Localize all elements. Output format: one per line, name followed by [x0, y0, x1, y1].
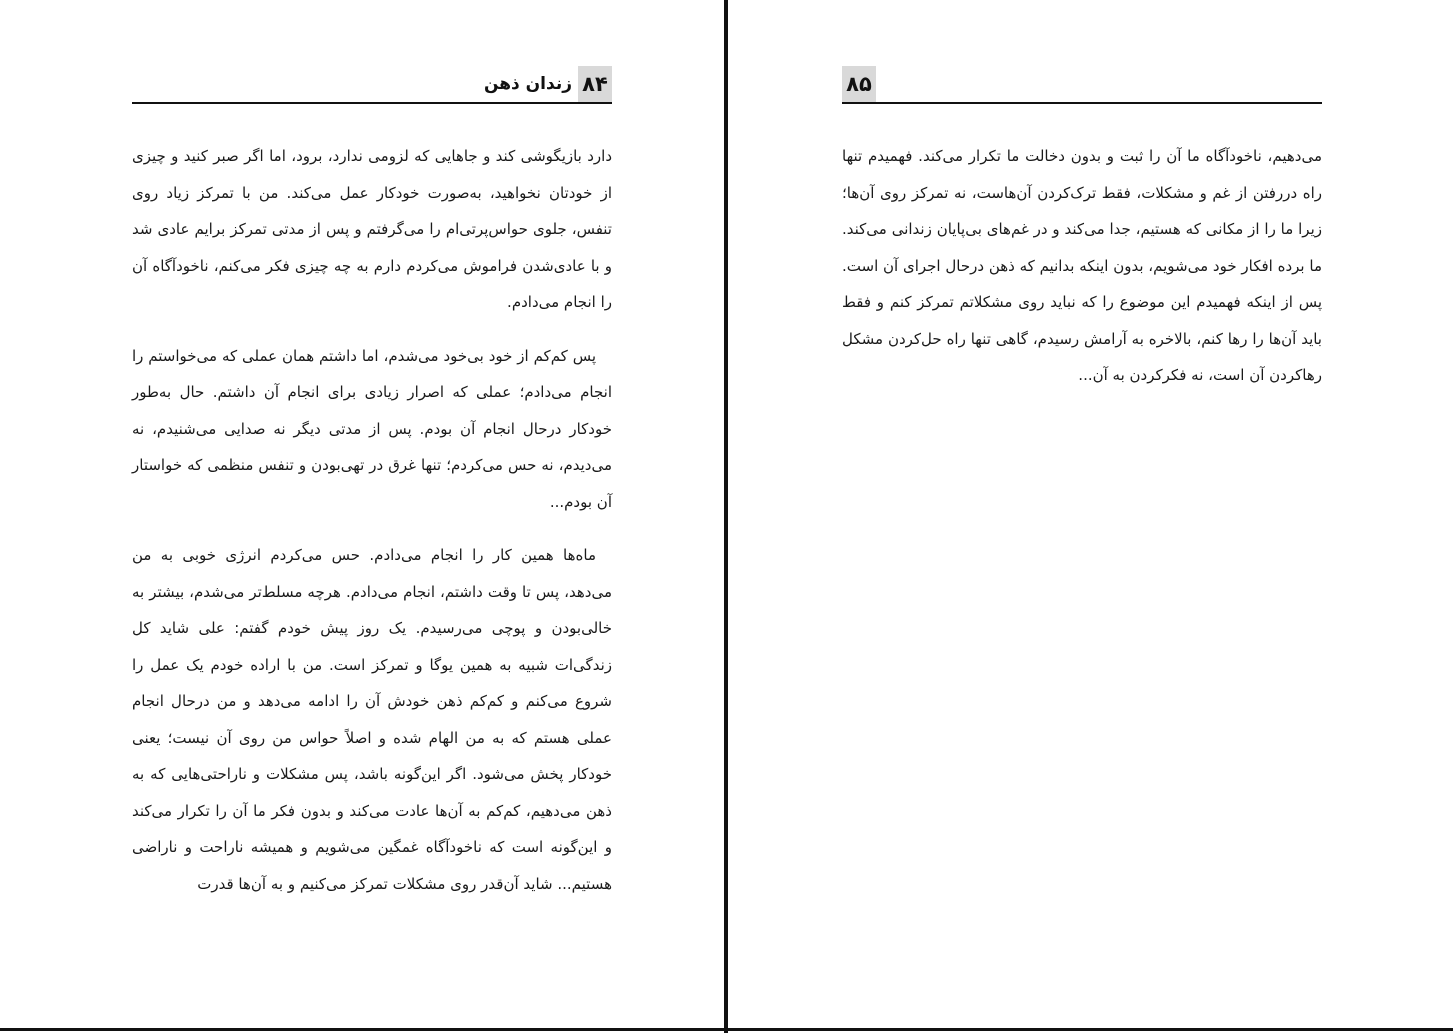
paragraph: دارد بازیگوشی کند و جاهایی که لزومی ندارد، برود، اما اگر صبر کنید و چیزی از خودتان نخواهید، به‌صورت خودکار عمل می‌کند. من با تمرکز زیاد روی تنفس، جلوی حواس‌پرتی‌ام را می‌گرفتم و پس از مدتی تمرکز برایم عادی شد و با عادی‌شدن فراموش می‌کردم دارم به چه چیزی فکر می‌کنم، ناخودآگاه آن را انجام می‌دادم. [132, 147, 612, 311]
right-page [728, 0, 1453, 1028]
paragraph: ماه‌ها همین کار را انجام می‌دادم. حس می‌کردم انرژی خوبی به من می‌دهد، پس تا وقت داشتم، انجام می‌دادم. هرچه مسلط‌تر می‌شدم، بیشتر به خالی‌بودن و پوچی می‌رسیدم. یک روز پیش خودم گفتم: علی شاید کل زندگی‌ات شبیه به همین یوگا و تمرکز است. من با اراده خودم یک عمل را شروع می‌کنم و کم‌کم ذهن خودش آن را ادامه می‌دهد و من درحال انجام عملی هستم که به من الهام شده و اصلاً حواس من روی آن نیست؛ یعنی خودکار پخش می‌شود. اگر این‌گونه باشد، پس مشکلات و ناراحتی‌هایی که به ذهن می‌دهیم، کم‌کم به آن‌ها عادت می‌کند و بدون فکر ما آن را تکرار می‌کند و این‌گونه است که ناخودآگاه غمگین می‌شویم و همیشه ناراحت و ناراضی هستیم... شاید آن‌قدر روی مشکلات تمرکز می‌کنیم و به آن‌ها قدرت [132, 546, 612, 893]
right-page-header [842, 66, 1322, 104]
book-title: زندان ذهن [483, 74, 572, 94]
left-page-body [132, 138, 612, 919]
left-page-number: ۸۴ [578, 66, 612, 102]
left-page [0, 0, 724, 1028]
paragraph: می‌دهیم، ناخودآگاه ما آن را ثبت و بدون دخالت ما تکرار می‌کند. فهمیدم تنها راه دررفتن از غم و مشکلات، فقط ترک‌کردن آن‌هاست، نه تمرکز روی آن‌ها؛ زیرا ما را از مکانی که هستیم، جدا می‌کند و در غم‌های بی‌پایان زندانی می‌کند. ما برده افکار خود می‌شویم، بدون اینکه بدانیم که ذهن درحال اجرای آن است. پس از اینکه فهمیدم این موضوع را که نباید روی مشکلاتم تمرکز کنم و فقط باید آن‌ها را رها کنم، بالاخره به آرامش رسیدم، گاهی تنها راه حل‌کردن مشکل رهاکردن آن است، نه فکرکردن به آن... [842, 147, 1322, 384]
paragraph: پس کم‌کم از خود بی‌خود می‌شدم، اما داشتم همان عملی که می‌خواستم را انجام می‌دادم؛ عملی که اصرار زیادی برای انجام آن داشتم. حال به‌طور خودکار درحال انجام آن بودم. پس از مدتی دیگر نه صدایی می‌شنیدم، نه می‌دیدم، نه حس می‌کردم؛ تنها غرق در تهی‌بودن و تنفس منظمی که خواستار آن بودم... [132, 346, 612, 511]
right-page-number: ۸۵ [842, 66, 876, 102]
left-page-header [132, 66, 612, 104]
page-bottom-edge [0, 1028, 1453, 1031]
right-page-body [842, 138, 1322, 411]
